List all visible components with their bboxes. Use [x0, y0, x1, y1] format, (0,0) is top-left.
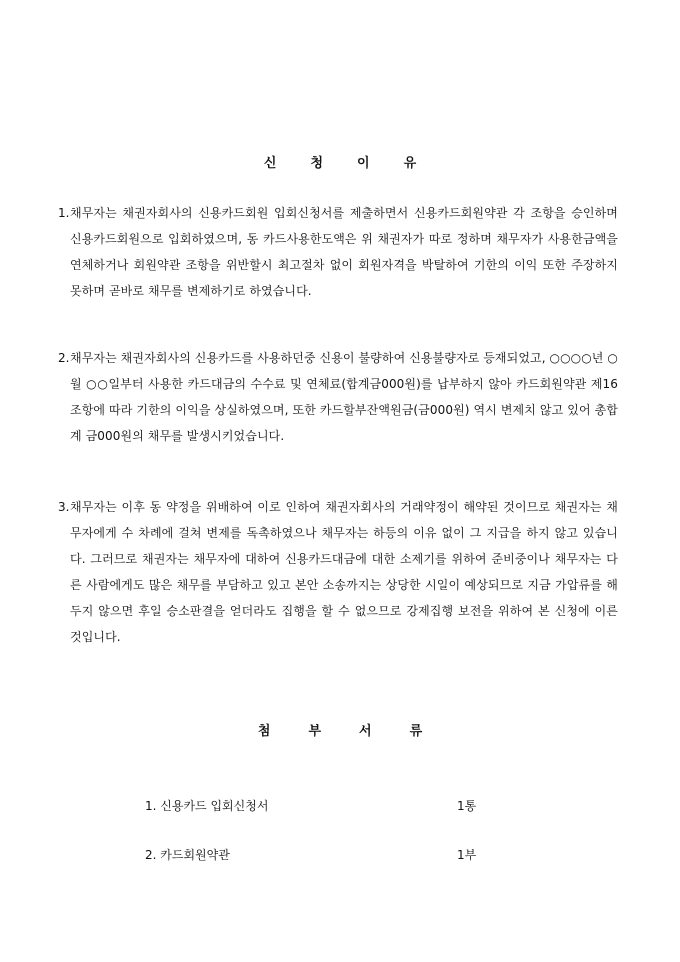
paragraph-number: 1.: [58, 206, 70, 220]
reason-paragraph-1: [58, 200, 618, 304]
attachment-quantity: 1부: [457, 848, 477, 862]
title-char: 첨: [257, 724, 271, 739]
title-char: 서: [359, 724, 372, 739]
paragraph-text: 채무자는 채권자회사의 신용카드를 사용하던중 신용이 불량하여 신용불량자로 등재되었고, ○○○○년 ○월 ○○일부터 사용한 카드대금의 수수료 및 연체료(합계금000원)를 납부하지 않아 카드회원약관 제16조항에 따라 기한의 이익을 상실하였으며, 또한 카드할부잔액원금(금000원) 역시 변제치 않고 있어 총합계 금000원의 채무를 발생시키었습니다.: [70, 351, 618, 443]
title-char: 신: [263, 156, 277, 171]
title-char: 류: [409, 724, 423, 739]
paragraph-number: 2.: [58, 351, 70, 365]
paragraph-number: 3.: [58, 500, 70, 514]
title-char: 이: [357, 156, 370, 171]
reason-paragraph-3: [58, 494, 618, 650]
reason-paragraph-2: [58, 345, 618, 449]
paragraph-text: 채무자는 채권자회사의 신용카드회원 입회신청서를 제출하면서 신용카드회원약관 각 조항을 승인하며 신용카드회원으로 입회하였으며, 동 카드사용한도액은 위 채권자가 따로 정하며 채무자가 사용한금액을 연체하거나 회원약관 조항을 위반할시 최고절차 없이 회원자격을 박탈하여 기한의 이익 또한 주장하지 못하며 곧바로 채무를 변제하기로 하였습니다.: [70, 206, 618, 298]
paragraph-text: 채무자는 이후 동 약정을 위배하여 이로 인하여 채권자회사의 거래약정이 해약된 것이므로 채권자는 채무자에게 수 차례에 걸쳐 변제를 독촉하였으나 채무자는 하등의 이유 없이 그 지급을 하지 않고 있습니다. 그러므로 채권자는 채무자에 대하여 신용카드대금에 대한 소제기를 위하여 준비중이나 채무자는 다른 사람에게도 많은 채무를 부담하고 있고 본안 소송까지는 상당한 시일이 예상되므로 지금 가압류를 해두지 않으면 후일 승소판결을 얻더라도 집행을 할 수 없으므로 강제집행 보전을 위하여 본 신청에 이른 것입니다.: [70, 500, 618, 644]
attachment-name: 1. 신용카드 입회신청서: [145, 799, 269, 813]
attachment-name: 2. 카드회원약관: [145, 848, 230, 862]
attachment-item: [145, 845, 485, 865]
title-char: 부: [308, 724, 321, 739]
title-char: 유: [403, 156, 417, 171]
section-title-attachments: [0, 720, 680, 739]
attachment-item: [145, 796, 485, 816]
attachment-quantity: 1통: [457, 799, 477, 813]
title-char: 청: [310, 156, 323, 171]
section-title-reason: [0, 152, 680, 171]
